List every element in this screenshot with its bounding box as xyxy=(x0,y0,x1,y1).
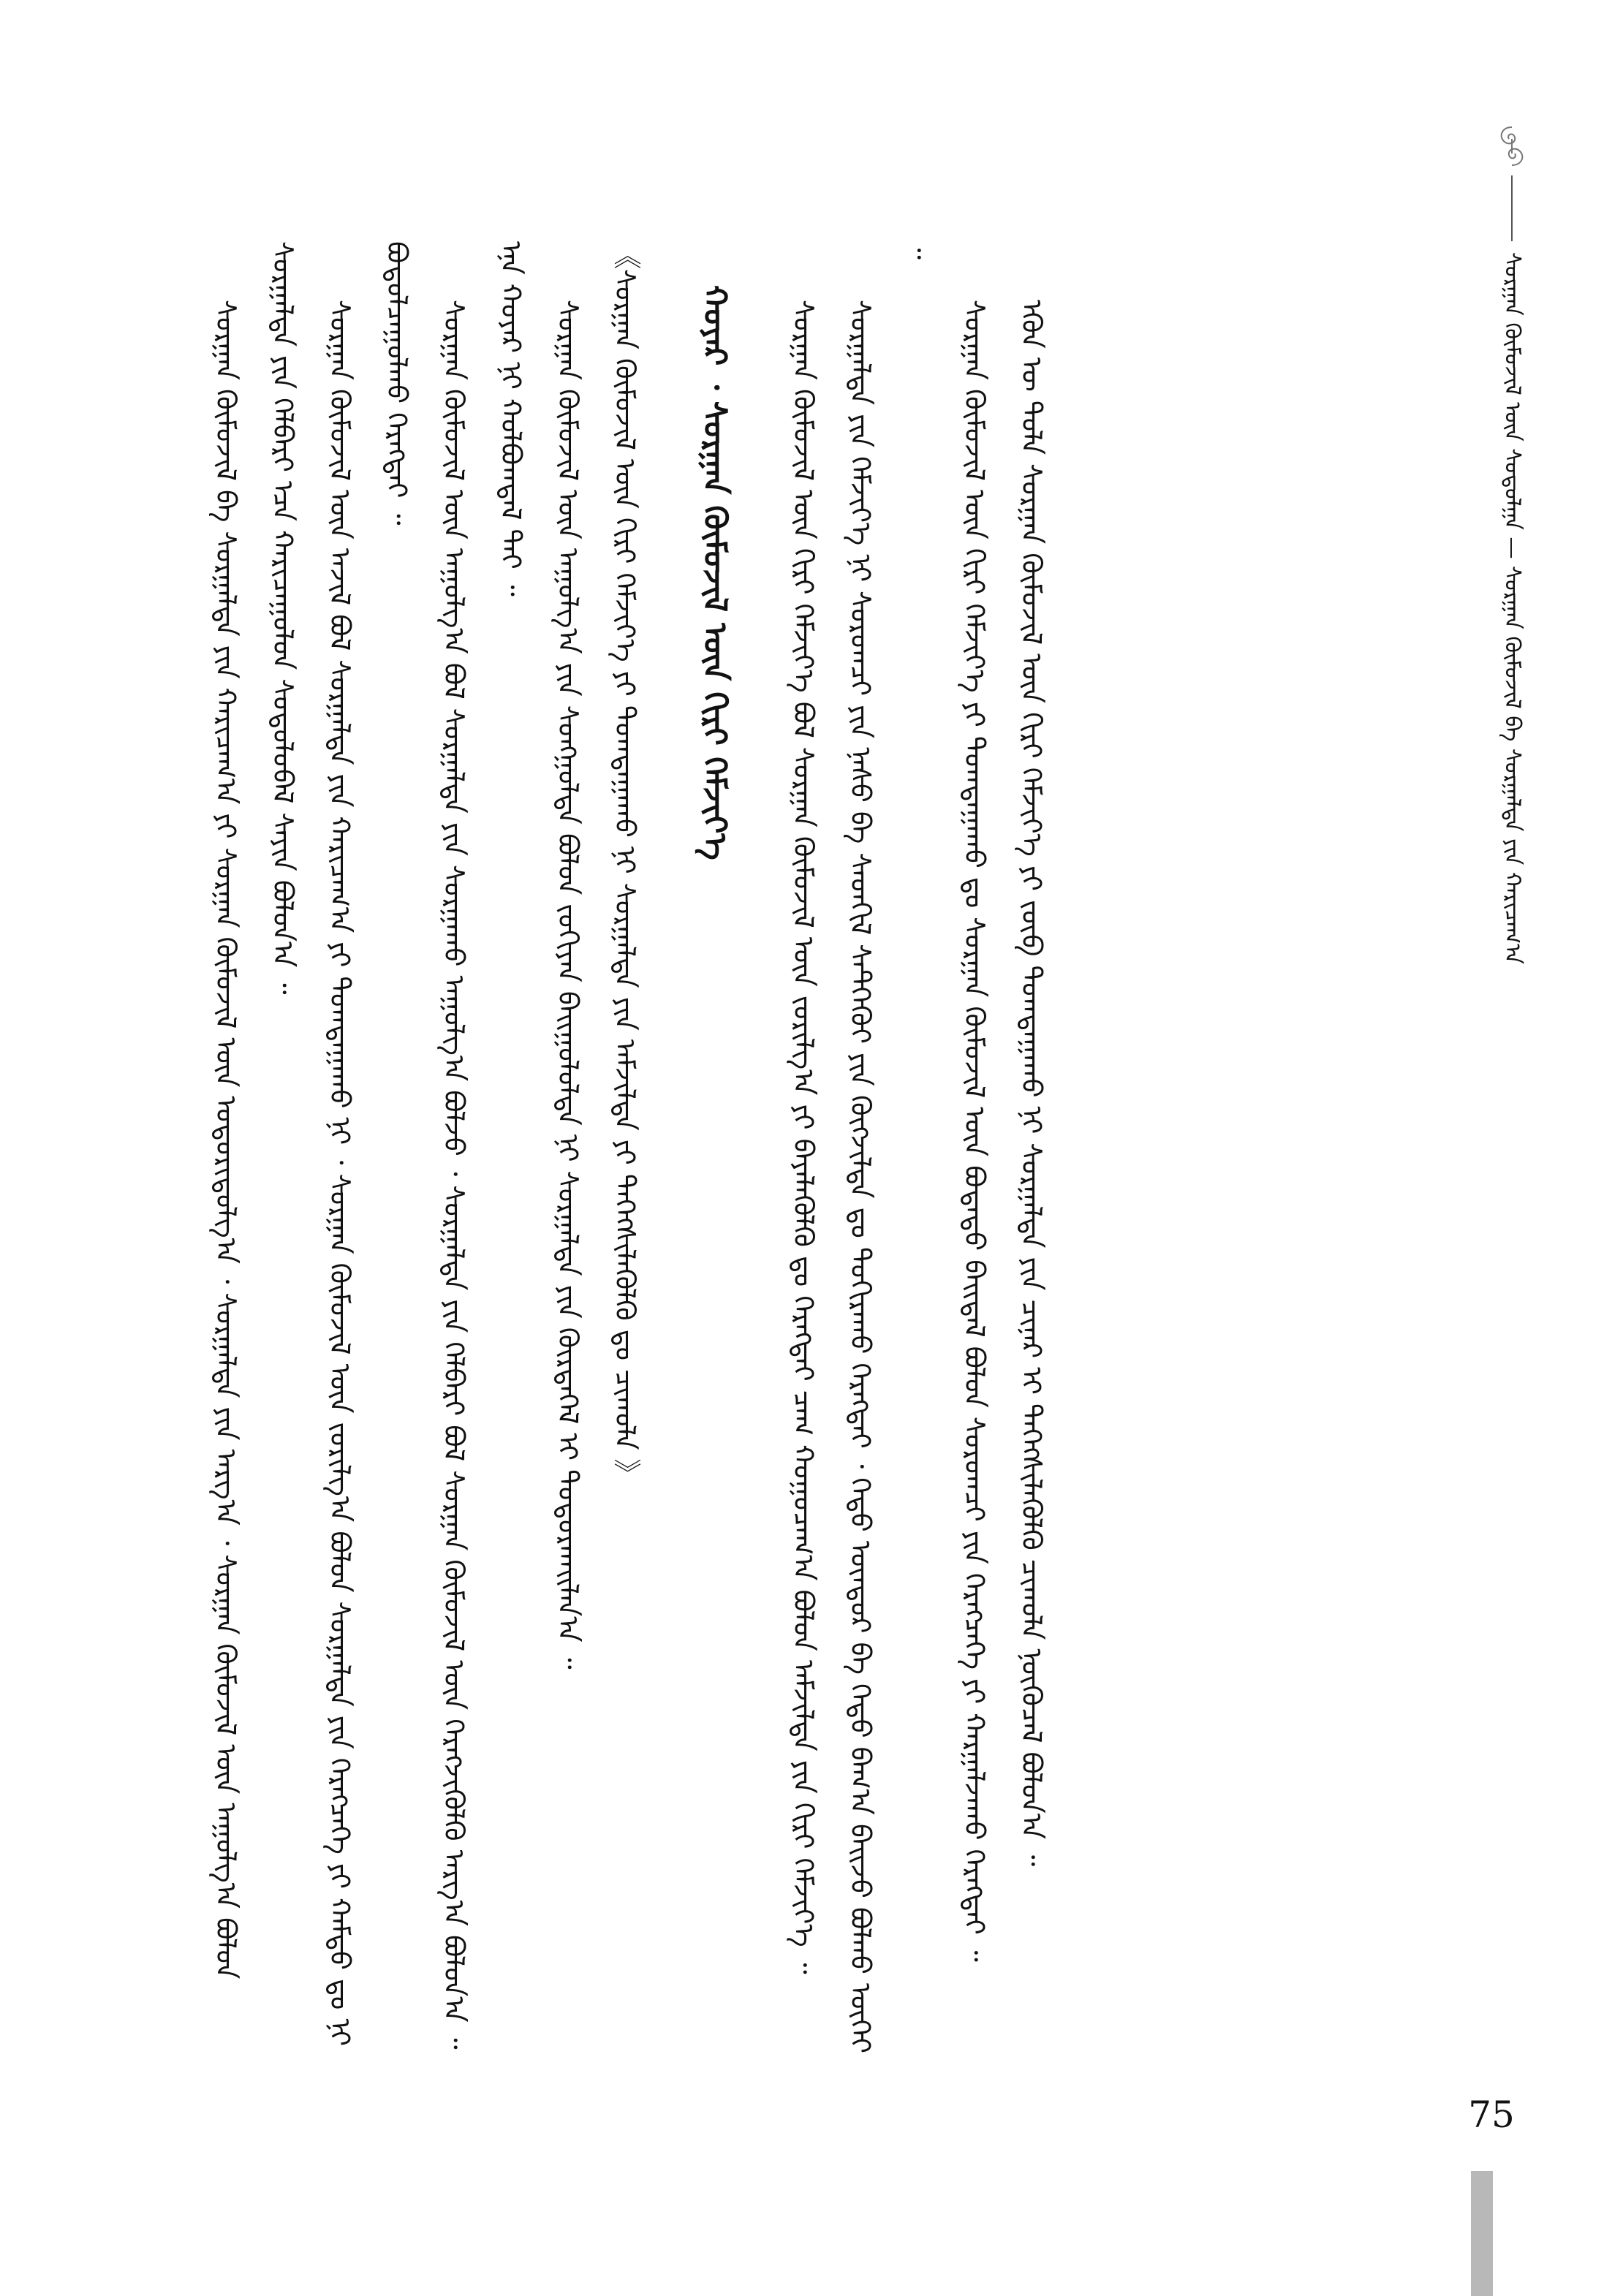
page-number: 75 xyxy=(1468,2094,1515,2136)
paragraph: ᠰᠤᠷᠭᠠᠨ ᠬᠦᠮᠦᠵᠢᠯ ᠦᠨ ᠬᠢᠷᠢ ᠬᠡᠮᠵᠢᠶ᠎ᠡ ᠪᠣᠯ ᠰᠤᠷᠭᠠᠨ ᠬᠦᠮᠦᠵᠢᠯ ᠦᠨ ᠵᠣᠷᠢᠯᠭ᠎ᠠ ᠶᠢ ᠪᠡᠶᠡᠯᠡᠭᠦᠯᠬᠦ ᠳᠤ ᠬᠡᠷᠡᠭᠲᠡᠢ ᠴᠠᠭ ᠬᠤᠭᠤᠴᠠᠭ᠎ᠠ ᠪᠣᠯᠤᠨ ᠠᠮᠵᠢᠯᠲᠠ ᠶᠢᠨ ᠬᠢᠷᠢ ᠬᠡᠮᠵᠢᠶ᠎ᠡ ᠃ xyxy=(787,300,820,1974)
thumb-tab xyxy=(1471,2171,1493,2296)
running-title: ᠰᠤᠷᠭᠠᠨ ᠬᠦᠮᠦᠵᠢᠯ ᠦᠨ ᠰᠤᠳᠤᠯᠭᠠ — ᠰᠤᠷᠭᠠᠨ ᠬᠦᠮᠦᠵᠢᠯ ᠪᠠ ᠰᠤᠷᠭᠠᠯᠲᠠ ᠶᠢᠨ ᠬᠠᠷᠢᠴᠠᠭ᠎ᠠ xyxy=(1499,252,1525,964)
paragraph: ᠰᠤᠷᠭᠠᠨ ᠬᠦᠮᠦᠵᠢᠯ ᠦᠨ ᠠᠵᠢᠯ ᠪᠣᠯ ᠰᠤᠷᠭᠠᠯᠲᠠ ᠶᠢᠨ ᠬᠠᠷᠢᠴᠠᠭ᠎ᠠ ᠶᠢ ᠲᠣᠭᠲᠠᠭᠠᠬᠤ ᠨᠢ ᠂ ᠰᠤᠷᠭᠠᠨ ᠬᠦᠮᠦᠵᠢᠯ ᠦᠨ ᠵᠣᠷᠢᠯᠭ᠎ᠠ ᠪᠣᠯᠤᠨ ᠰᠤᠷᠭᠠᠯᠲᠠ ᠶᠢᠨ ᠬᠡᠷᠡᠭᠴᠡᠭᠡ ᠶᠢ ᠬᠠᠮᠲᠤ ᠳᠤ ᠨᠢ ᠪᠣᠳᠤᠯᠴᠠᠭᠤᠯᠬᠤ ᠬᠡᠷᠡᠭᠲᠡᠢ ᠃ xyxy=(324,241,413,2047)
flourish-ornament-icon xyxy=(1490,124,1534,168)
paragraph: ᠰᠤᠷᠭᠠᠨ ᠬᠦᠮᠦᠵᠢᠯ ᠦᠨ ᠠᠭᠤᠯᠭ᠎ᠠ ᠪᠣᠯ ᠰᠤᠷᠭᠠᠯᠲᠠ ᠶᠢᠨ ᠰᠤᠷᠭᠠᠬᠤ ᠠᠭᠤᠯᠭ᠎ᠠ ᠪᠣᠯᠵᠤ ᠂ ᠰᠤᠷᠭᠠᠯᠲᠠ ᠶᠢᠨ ᠬᠡᠯᠪᠡᠷᠢ ᠪᠣᠯ ᠰᠤᠷᠭᠠᠨ ᠬᠦᠮᠦᠵᠢᠯ ᠦᠨ ᠬᠡᠷᠡᠭᠵᠢᠭᠦᠯᠬᠦ ᠠᠷᠭ᠎ᠠ ᠪᠣᠯᠤᠨ᠎ᠠ ᠃ ᠡᠨᠡ ᠬᠣᠶᠠᠷ ᠨᠢ ᠬᠣᠯᠪᠣᠭᠳᠠᠯ ᠲᠠᠢ ᠃ xyxy=(438,241,527,2050)
quotation: 《ᠰᠤᠷᠭᠠᠨ ᠬᠦᠮᠦᠵᠢᠯ ᠦᠨ ᠬᠢᠷᠢ ᠬᠡᠮᠵᠢᠶ᠎ᠡ ᠶᠢ ᠲᠣᠭᠲᠠᠭᠠᠬᠤ ᠨᠢ ᠰᠤᠷᠭᠠᠯᠲᠠ ᠶᠢᠨ ᠠᠮᠵᠢᠯᠲᠠ ᠶᠢ ᠳᠡᠭᠡᠭᠰᠢᠯᠡᠭᠦᠯᠬᠦ ᠳᠤ ᠴᠢᠬᠤᠯᠠ 》 xyxy=(609,241,641,1487)
paragraph: ᠰᠤᠷᠭᠠᠯᠲᠠ ᠶᠢᠨ ᠬᠡᠮᠵᠢᠶ᠎ᠡ ᠨᠢ ᠰᠤᠷᠤᠭᠴᠢ ᠶᠢᠨ ᠨᠠᠰᠤ ᠪᠠ ᠰᠡᠳᠬᠢᠯ ᠰᠡᠲᠭᠡᠬᠦᠢ ᠶᠢᠨ ᠬᠦᠭᠵᠢᠯᠲᠡ ᠳᠤ ᠲᠣᠬᠢᠷᠠᠬᠤ ᠬᠡᠷᠡᠭᠲᠡᠢ ᠂ ᠬᠡᠲᠦ ᠥᠨᠳᠦᠷ ᠪᠠ ᠬᠡᠲᠦ ᠪᠠᠭ᠎ᠠ ᠪᠠᠢᠵᠤ ᠪᠣᠯᠬᠤ ᠦᠭᠡᠢ ᠃ xyxy=(844,241,934,2053)
main-body-text xyxy=(197,241,1455,2076)
section-heading: ᠬᠣᠶᠠᠷ ᠂ ᠰᠤᠷᠭᠠᠨ ᠬᠦᠮᠦᠵᠢᠯ ᠦᠨ ᠬᠢᠷᠢ ᠬᠡᠮᠵᠢᠶ᠎ᠡ xyxy=(696,285,733,860)
paragraph: ᠰᠤᠷᠭᠠᠨ ᠬᠦᠮᠦᠵᠢᠯ ᠦᠨ ᠬᠢᠷᠢ ᠬᠡᠮᠵᠢᠶ᠎ᠡ ᠶᠢ ᠲᠣᠭᠲᠠᠭᠠᠬᠤ ᠳᠤ ᠰᠤᠷᠭᠠᠨ ᠬᠦᠮᠦᠵᠢᠯ ᠦᠨ ᠪᠣᠳᠠᠲᠤ ᠪᠠᠢᠳᠠᠯ ᠪᠣᠯᠤᠨ ᠰᠤᠷᠤᠭᠴᠢ ᠶᠢᠨ ᠬᠡᠷᠡᠭᠴᠡᠭᠡ ᠶᠢ ᠬᠠᠷᠭᠠᠯᠵᠠᠬᠤ ᠬᠡᠷᠡᠭᠲᠡᠢ ᠃ xyxy=(958,300,991,1962)
paragraph: ᠰᠤᠷᠭᠠᠨ ᠬᠦᠮᠦᠵᠢᠯ ᠪᠠ ᠰᠤᠷᠭᠠᠯᠲᠠ ᠶᠢᠨ ᠬᠠᠷᠢᠴᠠᠭ᠎ᠠ ᠶᠢ ᠰᠤᠷᠭᠠᠨ ᠬᠦᠮᠦᠵᠢᠯ ᠦᠨ ᠤᠳᠤᠷᠢᠳᠤᠯᠭ᠎ᠠ ᠂ ᠰᠤᠷᠭᠠᠯᠲᠠ ᠶᠢᠨ ᠠᠷᠭ᠎ᠠ ᠂ ᠰᠤᠷᠭᠠᠨ ᠬᠦᠮᠦᠵᠢᠯ ᠦᠨ ᠠᠭᠤᠯᠭ᠎ᠠ ᠪᠤᠯᠤᠨ ᠰᠤᠷᠭᠠᠯᠲᠠ ᠶᠢᠨ ᠬᠡᠯᠪᠡᠷᠢ ᠡᠴᠡ ᠬᠠᠷᠢᠴᠠᠭᠤᠯᠤᠨ ᠰᠤᠳᠤᠯᠤᠪᠠᠯ ᠰᠠᠶᠢᠨ ᠪᠣᠯᠤᠨ᠎ᠠ ᠃ xyxy=(210,241,299,1979)
paragraph: ᠰᠤᠷᠭᠠᠨ ᠬᠦᠮᠦᠵᠢᠯ ᠦᠨ ᠠᠭᠤᠯᠭ᠎ᠠ ᠶᠢᠨ ᠰᠣᠩᠭᠤᠯᠲᠠ ᠪᠣᠯᠤᠨ ᠵᠣᠬᠢᠶᠠᠨ ᠪᠠᠢᠭᠤᠯᠤᠯᠲᠠ ᠨᠢ ᠰᠤᠷᠭᠠᠯᠲᠠ ᠶᠢᠨ ᠬᠦᠷᠲᠡᠭᠡᠯ ᠢ ᠲᠣᠳᠣᠷᠬᠠᠢᠯᠠᠨ᠎ᠠ ᠃ xyxy=(552,300,584,1670)
header-rule xyxy=(1511,175,1513,241)
paragraph: ᠡᠭᠦᠨ ᠦ ᠲᠤᠯᠠ ᠰᠤᠷᠭᠠᠨ ᠬᠦᠮᠦᠵᠢᠯ ᠦᠨ ᠬᠢᠷᠢ ᠬᠡᠮᠵᠢᠶ᠎ᠡ ᠶᠢ ᠵᠥᠪ ᠲᠣᠭᠲᠠᠭᠠᠬᠤ ᠨᠢ ᠰᠤᠷᠭᠠᠯᠲᠠ ᠶᠢᠨ ᠴᠢᠨᠠᠷ ᠢ ᠳᠡᠭᠡᠭᠰᠢᠯᠡᠭᠦᠯᠬᠦ ᠴᠢᠬᠤᠯᠠ ᠨᠥᠬᠥᠴᠡᠯ ᠪᠣᠯᠤᠨ᠎ᠠ ᠃ xyxy=(1015,300,1048,1867)
running-header xyxy=(1477,95,1543,1257)
